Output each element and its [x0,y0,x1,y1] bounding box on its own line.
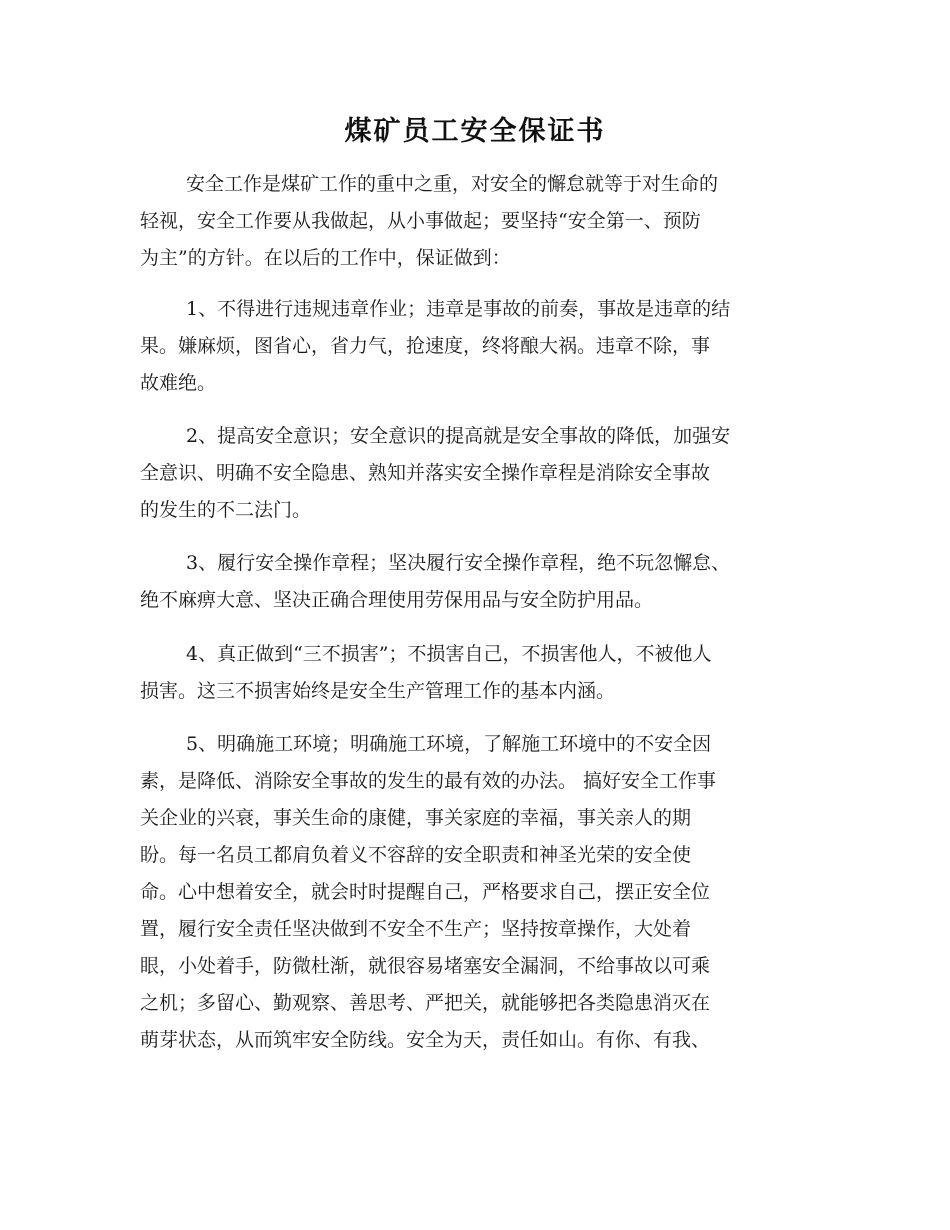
paragraph-line: 的发生的不二法门。 [140,499,312,521]
document-title: 煤矿员工安全保证书 [344,116,606,147]
paragraph-line: 5、明确施工环境；明确施工环境，了解施工环境中的不安全因 [186,733,712,755]
paragraph-line: 4、真正做到“三不损害”；不损害自己，不损害他人，不被他人 [186,643,712,665]
paragraph-line: 之机；多留心、勤观察、善思考、严把关，就能够把各类隐患消灭在 [140,992,711,1014]
paragraph-line: 果。嫌麻烦，图省心，省力气，抢速度，终将酿大祸。违章不除，事 [140,335,711,357]
paragraph-line: 萌芽状态，从而筑牢安全防线。安全为天，责任如山。有你、有我、 [140,1029,711,1051]
paragraph-line: 眼，小处着手，防微杜渐，就很容易堵塞安全漏洞，不给事故以可乘 [140,955,711,977]
paragraph-line: 轻视，安全工作要从我做起，从小事做起；要坚持“安全第一、预防 [140,210,701,232]
paragraph-line: 盼。每一名员工都肩负着义不容辞的安全职责和神圣光荣的安全使 [140,844,692,866]
paragraph-line: 损害。这三不损害始终是安全生产管理工作的基本内涵。 [140,680,616,702]
paragraph-line: 为主”的方针。在以后的工作中，保证做到： [140,247,511,269]
paragraph-line: 命。心中想着安全，就会时时提醒自己，严格要求自己，摆正安全位 [140,881,711,903]
paragraph-line: 2、提高安全意识；安全意识的提高就是安全事故的降低，加强安 [186,425,731,447]
paragraph-line: 绝不麻痹大意、坚决正确合理使用劳保用品与安全防护用品。 [140,589,654,611]
paragraph-line: 全意识、明确不安全隐患、熟知并落实安全操作章程是消除安全事故 [140,462,711,484]
paragraph-line: 置，履行安全责任坚决做到不安全不生产；坚持按章操作，大处着 [140,918,692,940]
paragraph-line: 3、履行安全操作章程；坚决履行安全操作章程，绝不玩忽懈怠、 [186,552,731,574]
paragraph-line: 故难绝。 [140,372,217,394]
paragraph-line: 素，是降低、消除安全事故的发生的最有效的办法。 搞好安全工作事 [140,770,717,792]
paragraph-line: 1、不得进行违规违章作业；违章是事故的前奏，事故是违章的结 [186,298,731,320]
paragraph-line: 安全工作是煤矿工作的重中之重，对安全的懈怠就等于对生命的 [186,173,719,195]
paragraph-line: 关企业的兴衰，事关生命的康健，事关家庭的幸福，事关亲人的期 [140,807,692,829]
